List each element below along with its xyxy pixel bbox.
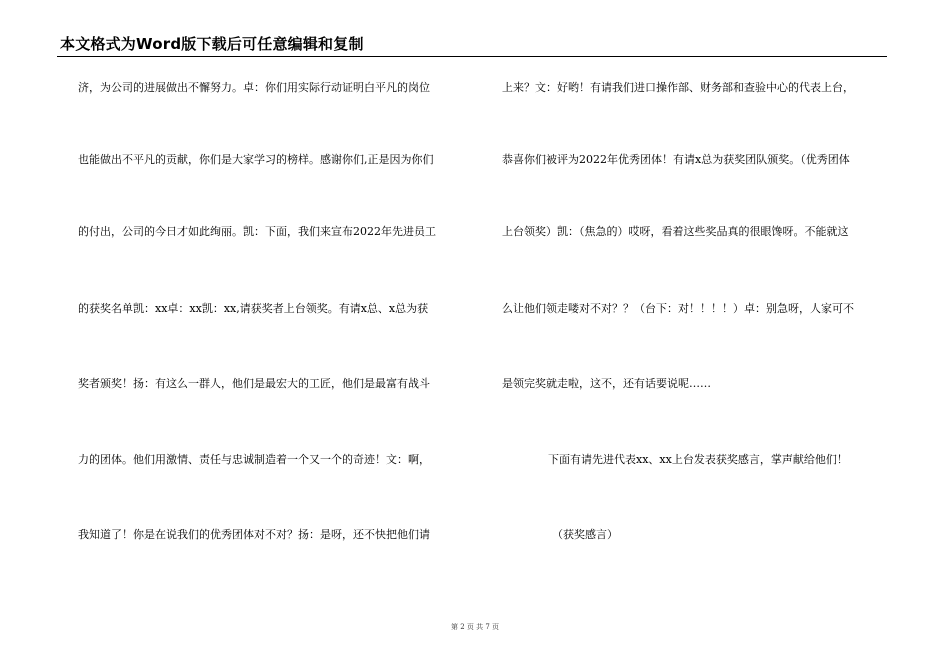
right-text-line: 是领完奖就走啦，这不，还有话要说呢…… <box>502 377 711 390</box>
left-text-line: 的付出，公司的今日才如此绚丽。凯：下面，我们来宣布2022年先进员工 <box>78 225 436 238</box>
right-text-line-indented: 下面有请先进代表xx、xx上台发表获奖感言，掌声献给他们！ <box>548 453 848 466</box>
document-header-title: 本文格式为Word版下载后可任意编辑和复制 <box>60 35 364 53</box>
left-text-column <box>78 72 462 572</box>
left-text-line: 的获奖名单凯：xx卓：xx凯：xx,请获奖者上台领奖。有请x总、x总为获 <box>78 302 429 315</box>
right-text-line: 恭喜你们被评为2022年优秀团体！有请x总为获奖团队颁奖。（优秀团体 <box>502 153 850 166</box>
header-divider <box>57 56 887 57</box>
left-text-line: 奖者颁奖！扬：有这么一群人，他们是最宏大的工匠，他们是最富有战斗 <box>78 377 430 390</box>
right-text-line: 么让他们领走喽对不对？？（台下：对！！！！）卓：别急呀，人家可不 <box>502 302 854 315</box>
right-text-line-indented: （获奖感言） <box>552 528 618 541</box>
page-number-footer: 第 2 页 共 7 页 <box>450 623 500 631</box>
left-text-line: 济，为公司的进展做出不懈努力。卓：你们用实际行动证明白平凡的岗位 <box>78 81 430 94</box>
left-text-line: 也能做出不平凡的贡献，你们是大家学习的榜样。感谢你们,正是因为你们 <box>78 153 434 166</box>
left-text-line: 我知道了！你是在说我们的优秀团体对不对？扬：是呀，还不快把他们请 <box>78 528 430 541</box>
right-text-line: 上台领奖）凯：（焦急的）哎呀，看着这些奖品真的很眼馋呀。不能就这 <box>502 225 849 238</box>
left-text-line: 力的团体。他们用激情、责任与忠诚制造着一个又一个的奇迹！文：啊， <box>78 453 430 466</box>
right-text-column <box>502 72 886 572</box>
right-text-line: 上来？文：好哟！有请我们进口操作部、财务部和查验中心的代表上台， <box>502 81 854 94</box>
